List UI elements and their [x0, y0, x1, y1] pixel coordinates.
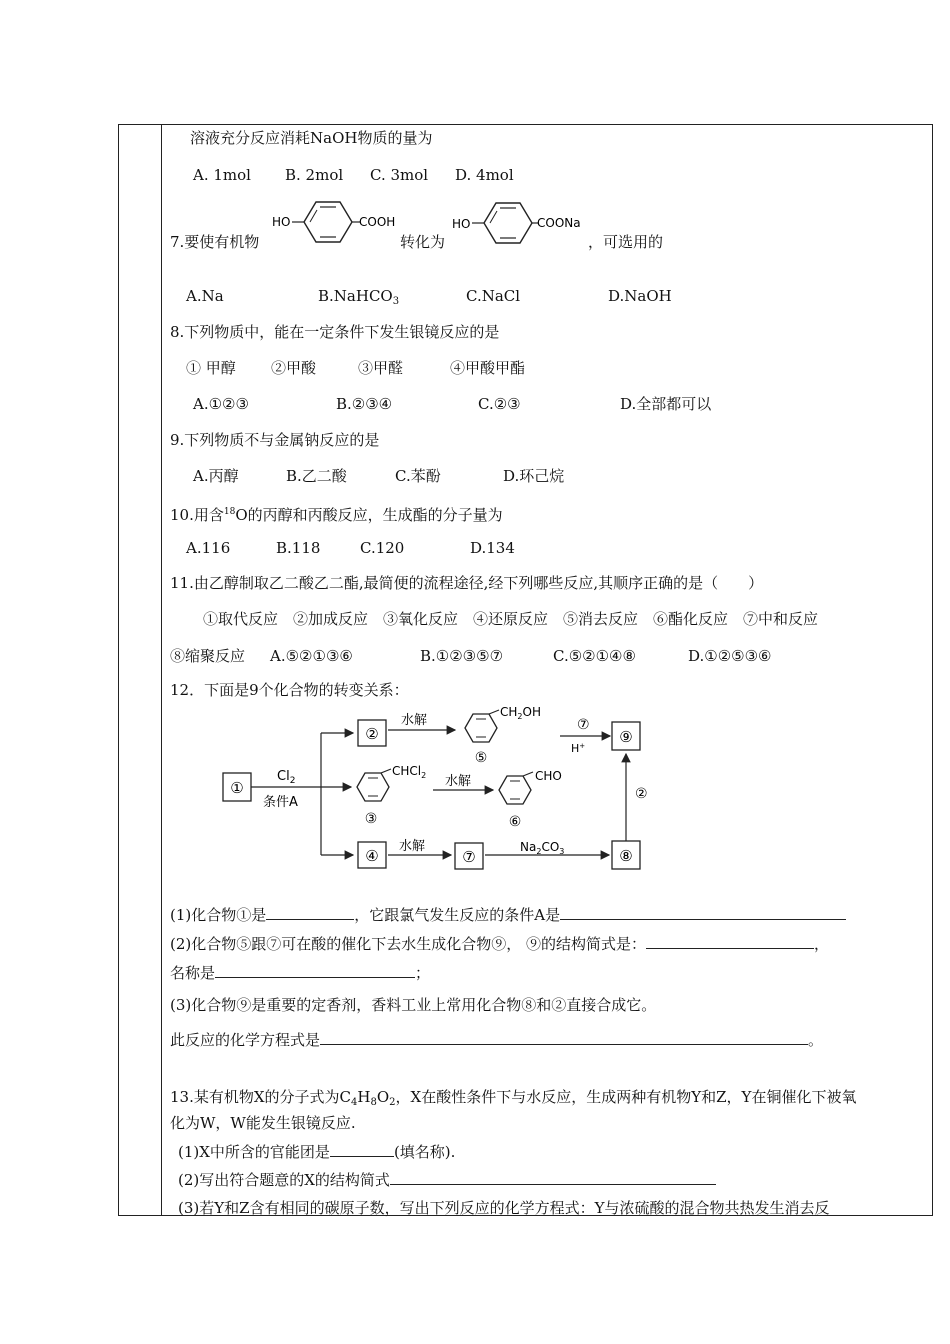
- q11-option-c: C.⑤②①④⑧: [553, 647, 636, 665]
- q12-part2-name: 名称是 ；: [170, 964, 431, 982]
- arrow-2-label: ②: [635, 786, 648, 802]
- q7-mol1-ho: HO: [272, 215, 291, 229]
- q7-option-a: A.Na: [186, 287, 224, 305]
- label-2: ②: [365, 725, 379, 743]
- table-divider: [161, 124, 162, 1216]
- q7-option-d: D.NaOH: [608, 287, 672, 305]
- ring-3: [357, 773, 389, 801]
- q10-option-b: B.118: [276, 539, 321, 557]
- label-5: ⑤: [474, 750, 488, 766]
- arrow-7-label: ⑦: [577, 717, 590, 733]
- label-8: ⑧: [619, 847, 633, 865]
- q13-part3: (3)若Y和Z含有相同的碳原子数，写出下列反应的化学方程式：Y与浓硫酸的混合物共热发生消去反: [178, 1199, 830, 1217]
- q11-option-a: A.⑤②①③⑥: [270, 647, 353, 665]
- label-9: ⑨: [619, 728, 633, 746]
- q11-item-8: ⑧缩聚反应: [170, 647, 246, 665]
- q13-stem-line2: 化为W，W能发生银镜反应.: [170, 1114, 356, 1132]
- cl2-label: $Cl_2$: [277, 769, 296, 786]
- q7-mol2-ho: HO: [452, 217, 471, 231]
- q12-part3: (3)化合物⑨是重要的定香剂，香料工业上常用化合物⑧和②直接合成它。: [170, 996, 657, 1014]
- q11-option-b: B.①②③⑤⑦: [420, 647, 504, 665]
- hydrolysis-label-top: 水解: [401, 713, 428, 728]
- q6-stem-tail: 溶液充分反应消耗NaOH物质的量为: [190, 129, 433, 147]
- q7-prefix: 7.要使有机物: [170, 233, 260, 251]
- label-4: ④: [365, 847, 379, 865]
- hydrolysis-label-bottom: 水解: [399, 839, 426, 854]
- q7-suffix: ，可选用的: [588, 233, 664, 251]
- q6-option-d: D. 4mol: [455, 166, 514, 184]
- q11-items: ①取代反应 ②加成反应 ③氧化反应 ④还原反应 ⑤消去反应 ⑥酯化反应 ⑦中和反应: [203, 610, 819, 628]
- q7-molecule-acid: [270, 196, 400, 248]
- q7-molecule-salt: [450, 196, 590, 248]
- q7-mol1-group: COOH: [359, 215, 396, 229]
- q9-option-b: B.乙二酸: [286, 467, 347, 485]
- q12-part1: (1)化合物①是 ，它跟氯气发生反应的条件A是: [170, 905, 846, 925]
- q10-option-d: D.134: [470, 539, 515, 557]
- condition-a-label: 条件A: [263, 795, 298, 810]
- label-1: ①: [230, 779, 244, 797]
- q11-option-d: D.①②⑤③⑥: [688, 647, 772, 665]
- q7-option-c: C.NaCl: [466, 287, 521, 305]
- q6-option-a: A. 1mol: [193, 166, 251, 184]
- q8-stem: 8.下列物质中，能在一定条件下发生银镜反应的是: [170, 323, 500, 341]
- q6-option-b: B. 2mol: [285, 166, 344, 184]
- q7-middle: 转化为: [400, 233, 446, 251]
- q13-part1: (1)X中所含的官能团是 (填名称).: [178, 1143, 456, 1161]
- q13-part2: (2)写出符合题意的X的结构简式: [178, 1170, 716, 1190]
- h-plus-label: H+: [571, 742, 586, 755]
- q8-item-2: ②甲酸: [271, 359, 317, 377]
- q10-stem: 10.用含$^{18}$O的丙醇和丙酸反应，生成酯的分子量为: [170, 506, 503, 524]
- q10-option-c: C.120: [360, 539, 405, 557]
- q12-part2: (2)化合物⑤跟⑦可在酸的催化下去水生成化合物⑨， ⑨的结构简式是： ，: [170, 935, 830, 953]
- label-3: ③: [364, 811, 378, 827]
- q6-option-c: C. 3mol: [370, 166, 429, 184]
- q13-stem: 13.某有机物X的分子式为$C_4H_8O_2$，X在酸性条件下与水反应，生成两种有机物Y和Z，Y在铜催化下被氧: [170, 1088, 857, 1108]
- q12-stem: 12．下面是9个化合物的转变关系：: [170, 681, 409, 699]
- q7-option-b: B.NaHCO$_3$: [318, 287, 400, 307]
- label-6: ⑥: [508, 814, 522, 830]
- ring-5: [465, 714, 497, 742]
- q7-mol2-group: COONa: [537, 216, 581, 230]
- cho-label: CHO: [535, 769, 562, 783]
- q10-option-a: A.116: [186, 539, 231, 557]
- q8-item-4: ④甲酸甲酯: [450, 359, 526, 377]
- q9-option-a: A.丙醇: [193, 467, 239, 485]
- q9-stem: 9.下列物质不与金属钠反应的是: [170, 431, 380, 449]
- q12-part3-equation: 此反应的化学方程式是 。: [170, 1031, 824, 1049]
- hydrolysis-label-middle: 水解: [445, 774, 472, 789]
- q9-option-c: C.苯酚: [395, 467, 441, 485]
- q9-option-d: D.环己烷: [503, 467, 565, 485]
- chcl2-label: CHCl$_2$: [392, 764, 427, 780]
- label-7: ⑦: [462, 848, 476, 866]
- q8-option-b: B.②③④: [336, 395, 393, 413]
- q11-stem: 11.由乙醇制取乙二酸乙二酯,最简便的流程途径,经下列哪些反应,其顺序正确的是（ ）: [170, 574, 764, 592]
- ring-6: [499, 776, 531, 804]
- ch2oh-label: $CH_2OH$: [500, 705, 541, 721]
- q8-item-1: ① 甲醇: [186, 359, 236, 377]
- na2co3-label: $Na_2CO_3$: [520, 840, 565, 856]
- q8-item-3: ③甲醛: [358, 359, 404, 377]
- q8-option-d: D.全部都可以: [620, 395, 712, 413]
- q8-option-c: C.②③: [478, 395, 521, 413]
- table-frame: [118, 124, 933, 1216]
- q8-option-a: A.①②③: [193, 395, 249, 413]
- q12-reaction-diagram: [215, 700, 675, 890]
